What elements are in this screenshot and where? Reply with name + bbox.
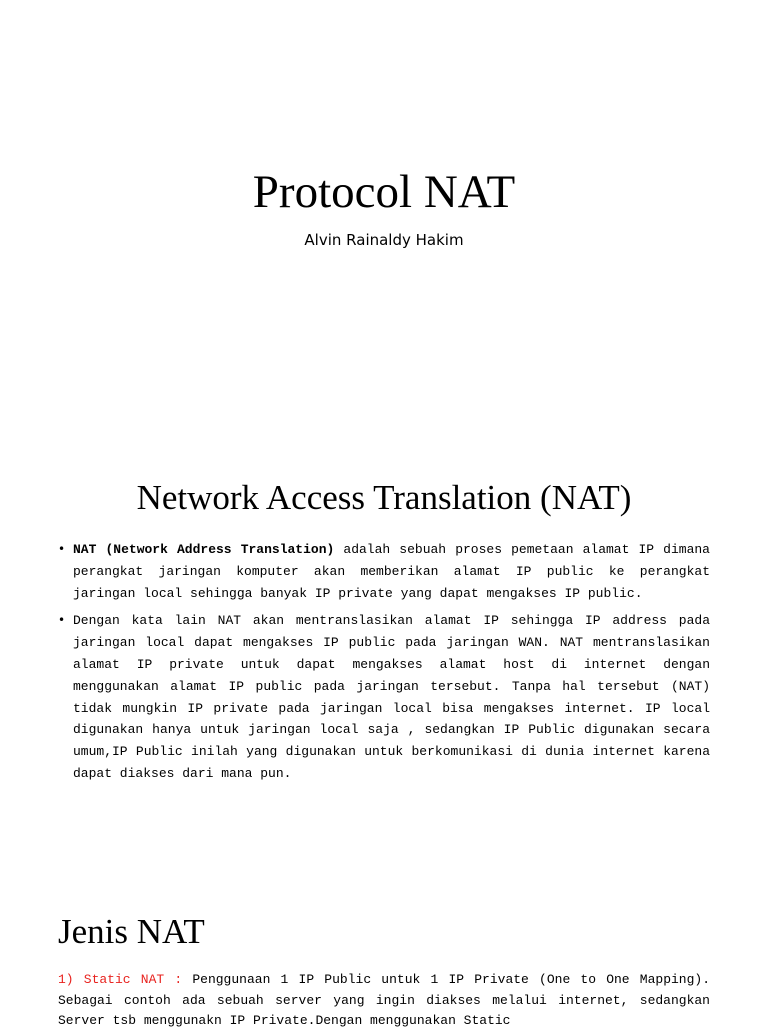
slide-heading: Network Access Translation (NAT) (136, 478, 632, 517)
bullet-text: adalah sebuah proses pemetaan alamat IP dimana perangkat jaringan komputer akan memberikan alamat IP public ke perangkat jaringan local sehingga banyak IP private yang dapat mengakses IP public. (73, 542, 710, 601)
list-item (58, 610, 710, 784)
slide-title (0, 0, 768, 444)
bullet-text: Dengan kata lain NAT akan mentranslasikan alamat IP sehingga IP address pada jaringan local dapat mengakses IP public pada jaringan WAN. NAT mentranslasikan alamat IP private untuk dapat mengakses alamat host di internet dengan menggunakan alamat IP public pada jaringan tersebut. Tanpa hal tersebut (NAT) tidak mungkin IP private pada jaringan local bisa mengakses internet. IP local digunakan hanya untuk jaringan local saja , sedangkan IP Public digunakan secara umum,IP Public inilah yang digunakan untuk berkomunikasi di dunia internet karena dapat diakses dari mana pun. (73, 613, 710, 781)
bullet-icon: • (58, 613, 66, 628)
author-name: Alvin Rainaldy Hakim (304, 231, 464, 249)
bullet-icon: • (58, 542, 66, 556)
bullet-list (58, 539, 710, 791)
slide-nat-types (0, 880, 768, 1028)
bullet-bold-term: NAT (Network Address Translation) (73, 542, 335, 557)
presentation-title: Protocol NAT (252, 166, 516, 218)
slide-heading: Jenis NAT (58, 912, 205, 951)
list-item (58, 539, 710, 604)
nat-type-text: Penggunaan 1 IP Public untuk 1 IP Private (One to One Mapping). Sebagai contoh ada sebuah server yang ingin diakses melalui internet, sedangkan Server tsb menggunakn IP Private.Dengan menggunakan Static (58, 972, 711, 1028)
slide-nat-definition (0, 444, 768, 880)
nat-type-description (58, 970, 710, 1032)
nat-type-label: 1) Static NAT : (58, 972, 183, 987)
